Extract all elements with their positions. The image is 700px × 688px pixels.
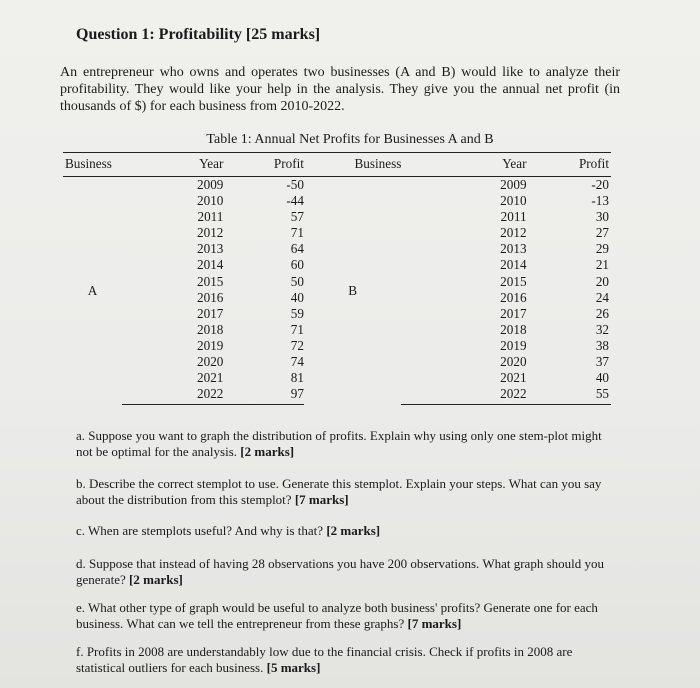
question-marks: [2 marks] <box>326 523 381 538</box>
business-a-label: A <box>87 282 98 298</box>
question-text: b. Describe the correct stemplot to use. Generate this stemplot. Explain your steps. What can you say about the distribution from this stemplot? <box>76 476 602 507</box>
question-text: d. Suppose that instead of having 28 observations you have 200 observations. What graph should you generate? <box>76 556 604 587</box>
question-item <box>76 523 604 539</box>
year-b-cell: 2010 <box>500 193 527 209</box>
year-a-cell: 2013 <box>197 241 224 257</box>
year-b-cell: 2020 <box>500 354 527 370</box>
profit-b-cell: 27 <box>595 225 609 241</box>
question-text: a. Suppose you want to graph the distribution of profits. Explain why using only one stem-plot might not be optimal for the analysis. <box>76 428 602 459</box>
year-a-cell: 2017 <box>197 305 224 321</box>
profit-a-cell: 74 <box>290 354 304 370</box>
question-item <box>76 476 604 508</box>
profit-b-cell: 26 <box>595 305 609 321</box>
year-a-cell: 2012 <box>197 225 224 241</box>
question-marks: [2 marks] <box>240 444 295 459</box>
question-marks: [7 marks] <box>294 492 349 507</box>
year-b-cell: 2016 <box>500 289 527 305</box>
header-business-a: Business <box>63 153 122 177</box>
profit-b-cell: 21 <box>595 257 609 273</box>
year-b-cell: 2021 <box>500 370 527 386</box>
question-item <box>76 428 604 460</box>
table-row <box>63 177 611 194</box>
profits-table <box>63 152 611 405</box>
profit-b-cell: 30 <box>595 209 609 225</box>
year-b-cell: 2014 <box>500 257 527 273</box>
profit-a-cell: 71 <box>290 321 304 337</box>
question-text: c. When are stemplots useful? And why is that? <box>76 523 324 538</box>
profit-a-cell: 59 <box>290 305 304 321</box>
profit-a-cell: 81 <box>290 370 304 386</box>
profit-b-cell: 24 <box>595 289 609 305</box>
profit-a-cell: -50 <box>286 177 304 192</box>
header-business-b: Business <box>304 153 401 177</box>
year-a-cell: 2019 <box>197 337 224 353</box>
question-item <box>76 600 604 632</box>
question-item <box>76 644 604 676</box>
year-b-cell: 2012 <box>500 225 527 241</box>
question-title: Question 1: Profitability [25 marks] <box>76 26 321 43</box>
year-b-cell: 2013 <box>500 241 527 257</box>
profit-b-cell: -20 <box>591 177 609 192</box>
question-text: f. Profits in 2008 are understandably low due to the financial crisis. Check if profits in 2008 are statistical outliers for each business. <box>76 644 573 675</box>
profit-b-cell: 29 <box>595 241 609 257</box>
year-a-cell: 2014 <box>197 257 224 273</box>
profit-b-cell: 38 <box>595 337 609 353</box>
year-a-cell: 2021 <box>197 370 224 386</box>
question-marks: [5 marks] <box>266 660 321 675</box>
profit-a-cell: 60 <box>290 257 304 273</box>
profit-a-cell: 64 <box>290 241 304 257</box>
year-b-cell: 2015 <box>500 273 527 289</box>
year-b-cell: 2022 <box>401 386 538 405</box>
profit-a-cell: 40 <box>290 289 304 305</box>
year-a-cell: 2018 <box>197 321 224 337</box>
year-b-cell: 2017 <box>500 305 527 321</box>
profit-b-cell: 37 <box>595 354 609 370</box>
question-text: e. What other type of graph would be useful to analyze both business' profits? Generate one for each business. What can we tell the entrepreneur from these graphs? <box>76 600 598 631</box>
intro-paragraph: An entrepreneur who owns and operates two businesses (A and B) would like to analyze their profitability. They would like your help in the analysis. They give you the annual net profit (in thousands of $) for each business from 2010-2022. <box>60 65 620 114</box>
profit-a-cell: 57 <box>290 209 304 225</box>
profit-a-cell: -44 <box>286 193 304 209</box>
year-b-cell: 2018 <box>500 321 527 337</box>
year-b-cell: 2019 <box>500 337 527 353</box>
profit-a-cell: 97 <box>235 386 304 405</box>
year-b-cell: 2011 <box>500 209 527 225</box>
year-a-cell: 2016 <box>197 289 224 305</box>
table-header-row <box>63 153 611 177</box>
year-a-cell: 2009 <box>197 177 224 192</box>
profit-b-cell: 32 <box>595 321 609 337</box>
business-b-label: B <box>348 282 358 298</box>
question-marks: [7 marks] <box>407 616 462 631</box>
year-a-cell: 2015 <box>197 273 224 289</box>
year-a-cell: 2011 <box>197 209 224 225</box>
question-marks: [2 marks] <box>129 572 183 587</box>
header-year-a: Year <box>122 153 235 177</box>
profit-b-cell: 55 <box>539 386 611 405</box>
year-a-cell: 2020 <box>197 354 224 370</box>
question-item <box>76 556 604 588</box>
year-b-cell: 2009 <box>500 177 527 192</box>
year-a-cell: 2022 <box>122 386 235 405</box>
header-year-b: Year <box>401 153 538 177</box>
profit-a-cell: 71 <box>290 225 304 241</box>
header-profit-a: Profit <box>235 153 304 177</box>
profit-b-cell: -13 <box>591 193 609 209</box>
profit-a-cell: 72 <box>290 337 304 353</box>
profit-b-cell: 20 <box>595 273 609 289</box>
table-caption: Table 1: Annual Net Profits for Businesses A and B <box>206 132 494 147</box>
year-a-cell: 2010 <box>197 193 224 209</box>
profit-b-cell: 40 <box>595 370 609 386</box>
profit-a-cell: 50 <box>290 273 304 289</box>
header-profit-b: Profit <box>539 153 611 177</box>
